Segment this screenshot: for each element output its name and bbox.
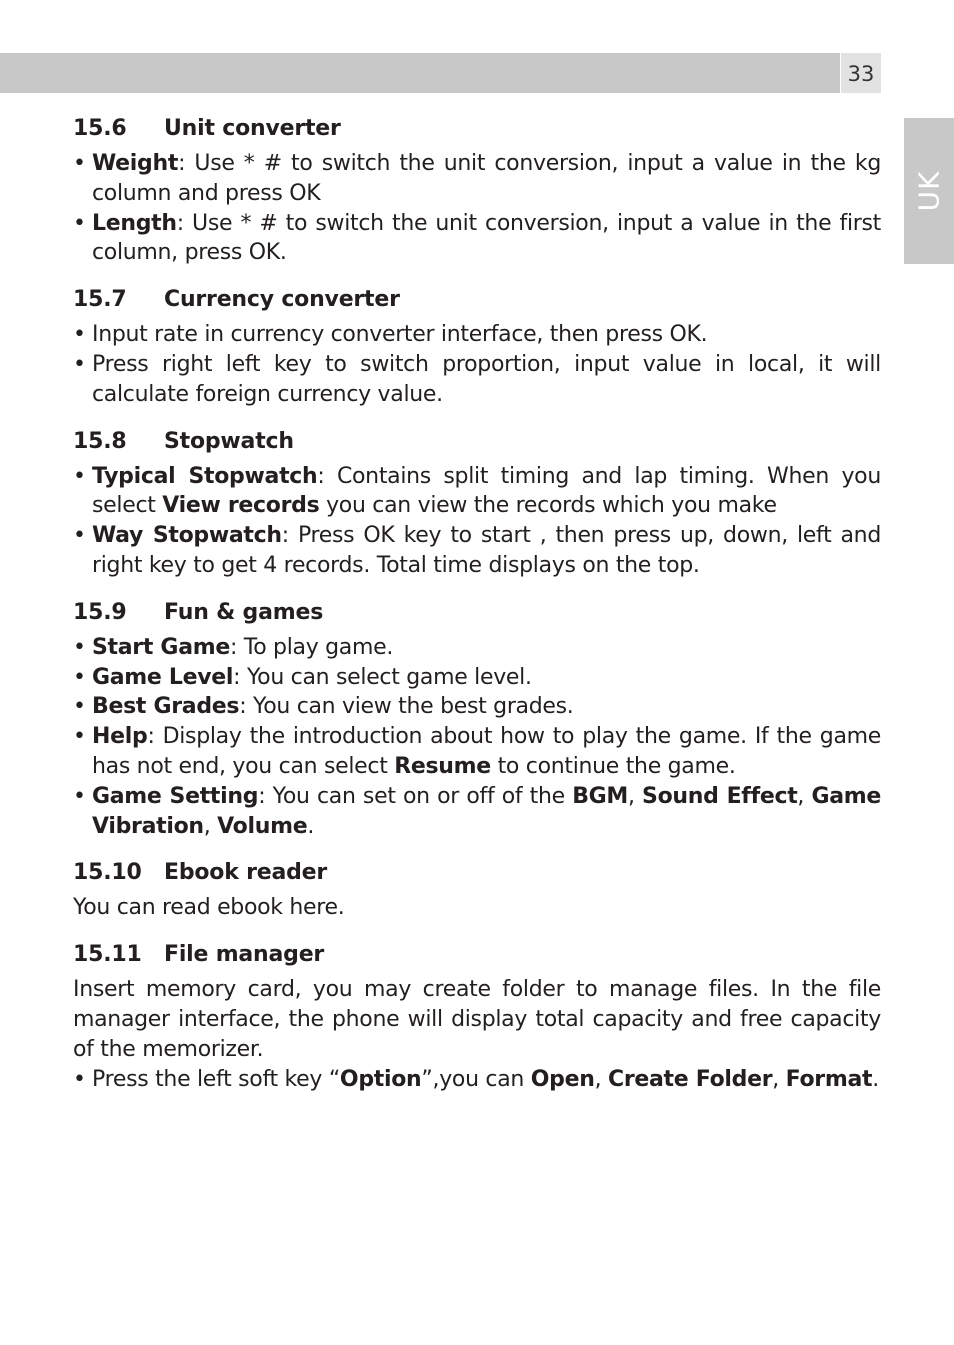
list-item: • Weight: Use * # to switch the unit conversion, input a value in the kg column and press OK <box>73 151 881 206</box>
bullet: • <box>73 664 86 690</box>
bullet: • <box>73 351 86 377</box>
bullet: • <box>73 523 86 549</box>
bullet: • <box>73 634 86 660</box>
list-item: • Game Setting: You can set on or off of the BGM, Sound Effect, Game Vibration, Volume. <box>73 783 882 839</box>
list-item: • Typical Stopwatch: Contains split timing and lap timing. When you select View records you can view the records which you make <box>73 463 881 519</box>
language-tab-label: UK <box>912 170 946 212</box>
page-number: 33 <box>841 53 881 93</box>
section-currency-converter <box>73 285 881 409</box>
bullet: • <box>73 694 86 720</box>
language-tab <box>904 118 954 264</box>
section-ebook-reader <box>73 858 881 923</box>
section-unit-converter <box>73 114 881 268</box>
paragraph: You can read ebook here. <box>73 895 345 921</box>
list-item: • Game Level: You can select game level. <box>73 663 881 693</box>
section-heading: 15.9 Fun & games <box>73 599 324 625</box>
bullet: • <box>73 1066 86 1092</box>
bullet: • <box>73 783 86 809</box>
section-heading: 15.8 Stopwatch <box>73 428 294 454</box>
header-bar <box>0 53 840 93</box>
bullet: • <box>73 210 86 236</box>
bullet: • <box>73 724 86 750</box>
section-file-manager <box>73 940 881 1094</box>
paragraph: Insert memory card, you may create folder to manage files. In the file manager interface, the phone will display total capacity and free capacity of the memorizer. <box>73 977 881 1062</box>
section-heading: 15.11 File manager <box>73 942 325 968</box>
bullet: • <box>73 463 86 489</box>
section-heading: 15.10 Ebook reader <box>73 860 328 886</box>
page-content <box>73 114 881 1111</box>
list-item: • Way Stopwatch: Press OK key to start , then press up, down, left and right key to get 4 records. Total time displays on the top. <box>73 523 881 578</box>
section-heading: 15.6 Unit converter <box>73 116 341 141</box>
list-item: • Best Grades: You can view the best grades. <box>73 692 881 722</box>
list-item: • Help: Display the introduction about how to play the game. If the game has not end, you can select Resume to continue the game. <box>73 724 881 779</box>
section-fun-games <box>73 598 881 842</box>
list-item: • Press the left soft key “Option”,you can Open, Create Folder, Format. <box>73 1065 881 1095</box>
bullet: • <box>73 151 86 176</box>
section-stopwatch <box>73 427 881 581</box>
list-item: • Press right left key to switch proportion, input value in local, it will calculate foreign currency value. <box>73 351 881 407</box>
list-item: • Input rate in currency converter interface, then press OK. <box>73 320 881 350</box>
list-item: • Start Game: To play game. <box>73 633 881 663</box>
bullet: • <box>73 322 86 348</box>
section-heading: 15.7 Currency converter <box>73 287 400 313</box>
list-item: • Length: Use * # to switch the unit conversion, input a value in the first column, press OK. <box>73 210 881 266</box>
